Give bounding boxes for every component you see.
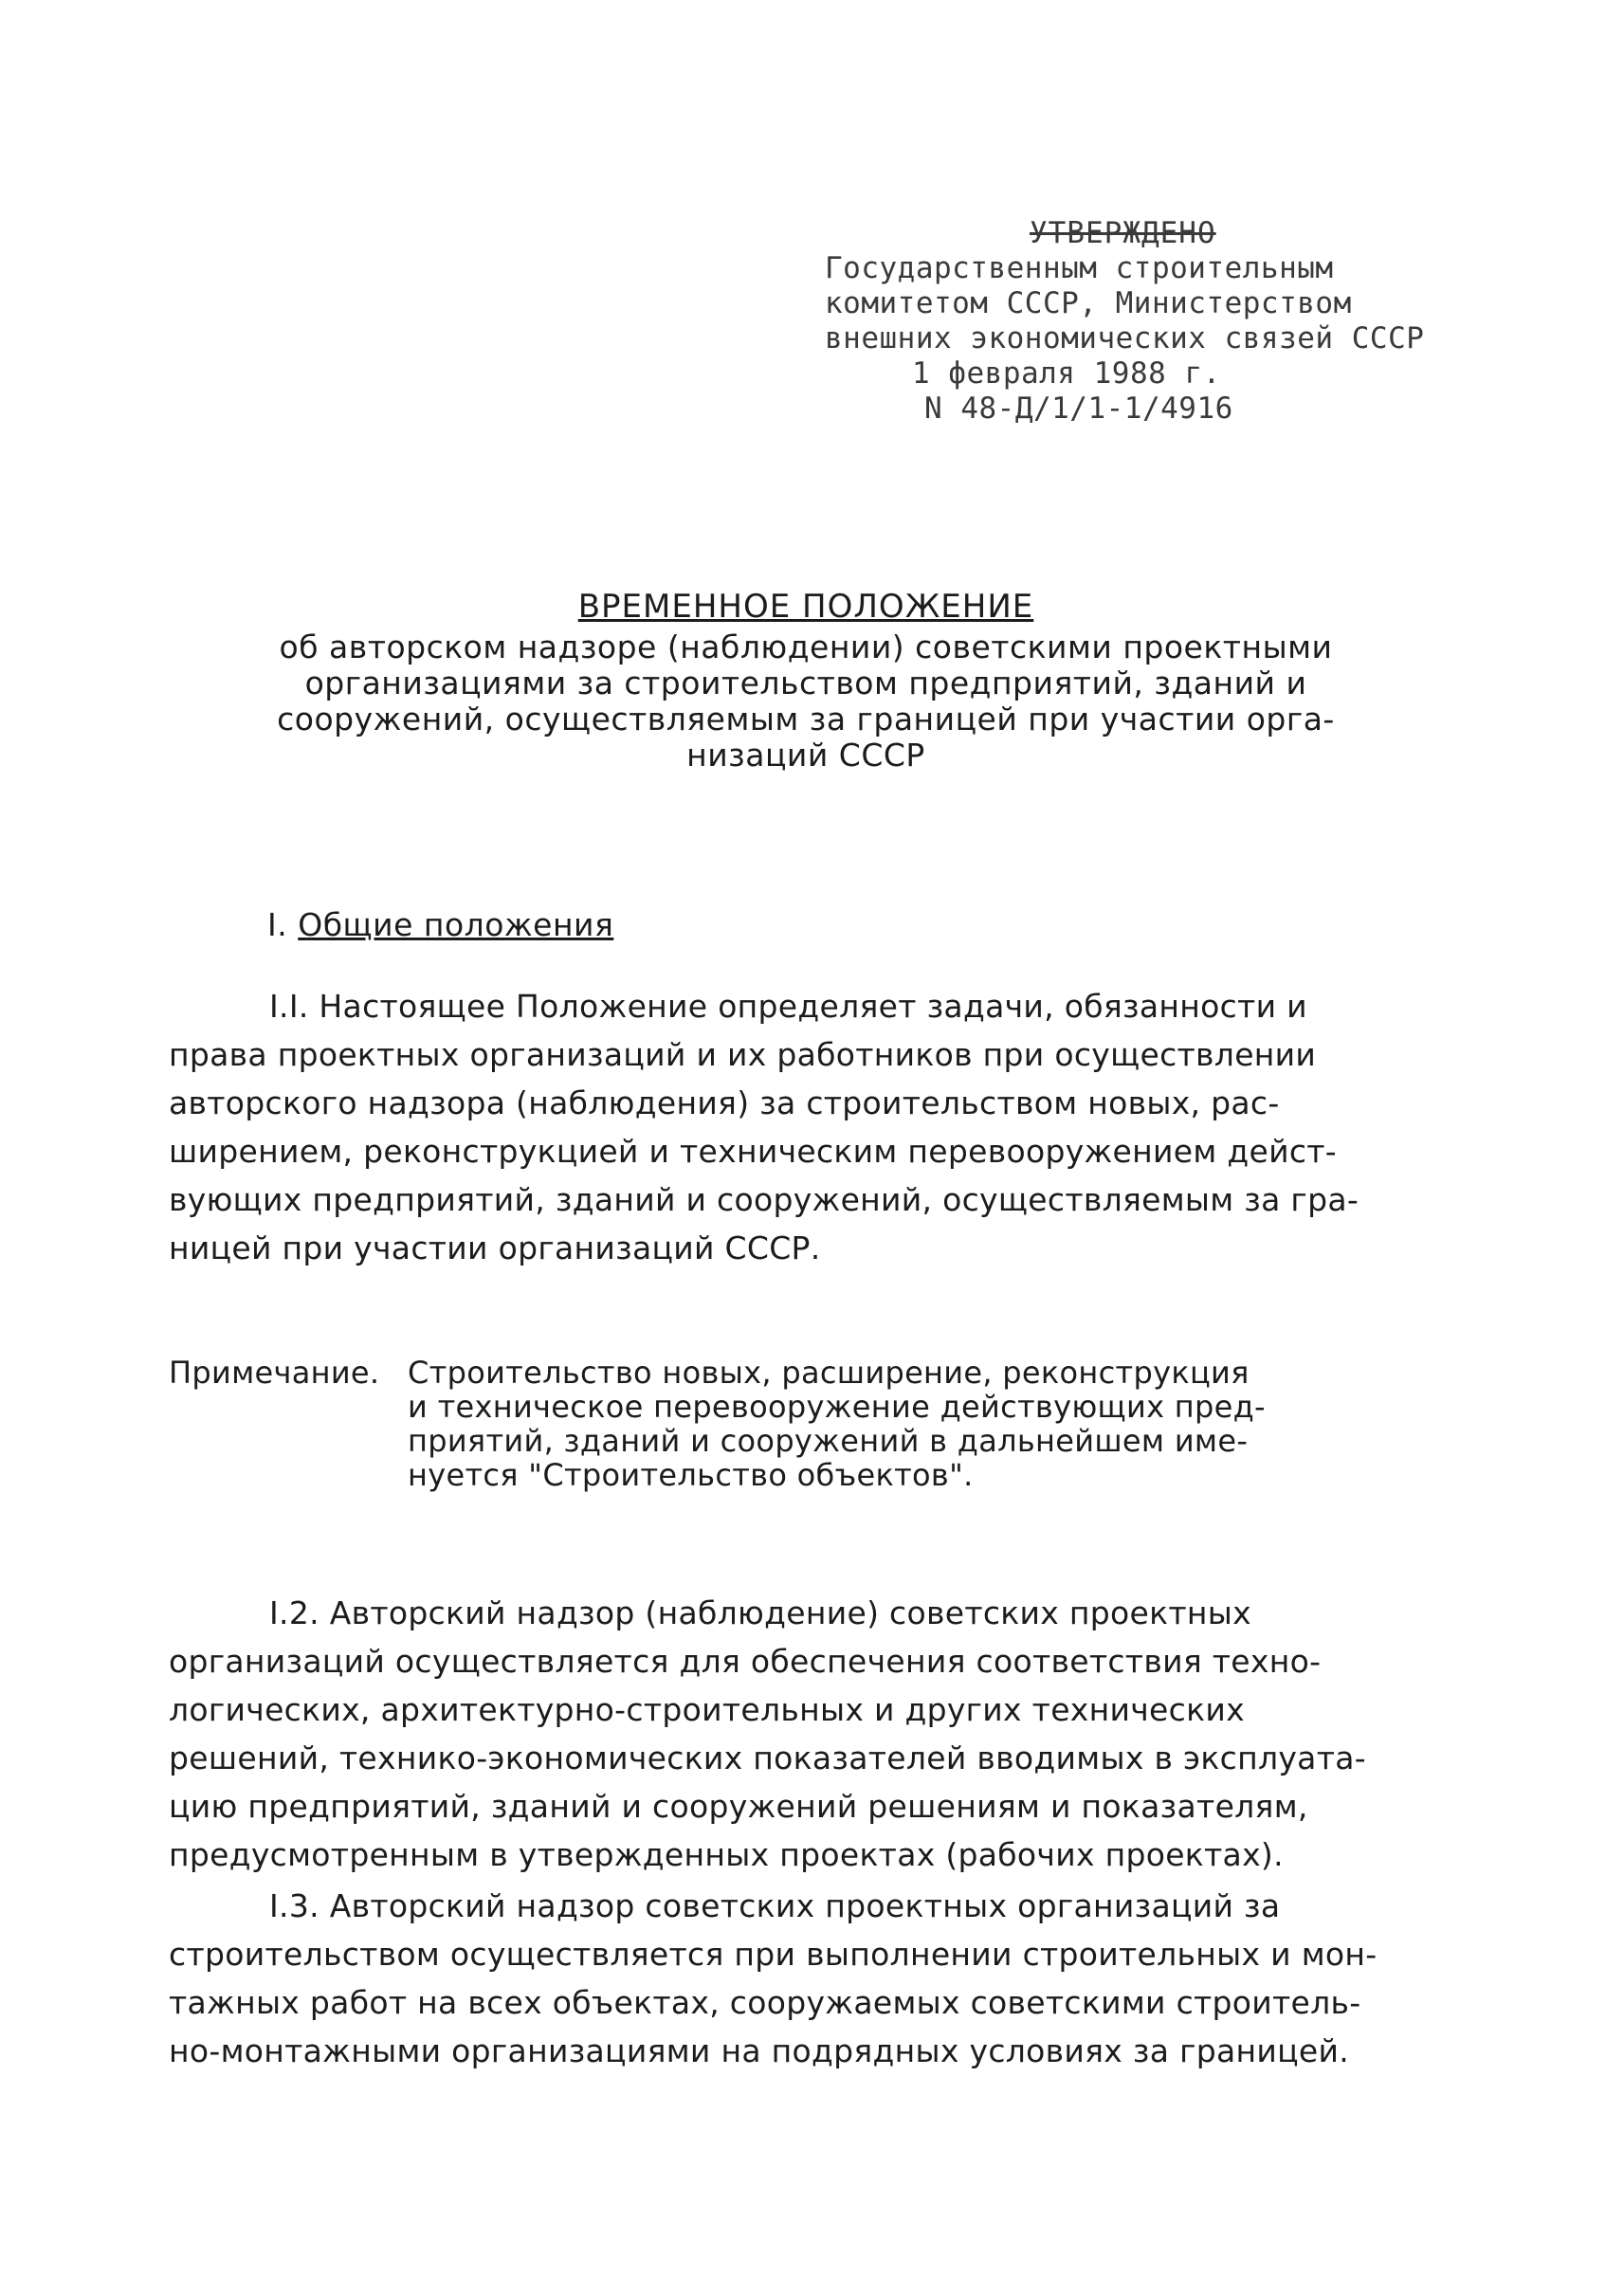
section-title: Общие положения: [298, 906, 614, 943]
paragraph-line: решений, технико-экономических показателей вводимых в эксплуата-: [169, 1739, 1366, 1776]
section-heading: [267, 906, 613, 944]
paragraph-line: ширением, реконструкцией и техническим перевооружением дейст-: [169, 1133, 1337, 1170]
paragraph-line: права проектных организаций и их работников при осуществлении: [169, 1036, 1317, 1073]
approval-line: Государственным строительным: [825, 251, 1334, 285]
note-line: и техническое перевооружение действующих пред-: [408, 1389, 1266, 1425]
document-subtitle-line: сооружений, осуществляемым за границей при участии орга-: [277, 701, 1335, 738]
approval-stamp: [825, 216, 1507, 427]
note-line: Строительство новых, расширение, реконструкция: [408, 1355, 1250, 1391]
approval-date: 1 февраля 1988 г.: [912, 356, 1221, 391]
document-subtitle-line: организациями за строительством предприятий, зданий и: [304, 665, 1307, 701]
section-number: I.: [267, 906, 288, 943]
note-line: нуется "Строительство объектов".: [408, 1457, 974, 1493]
paragraph-line: I.I. Настоящее Положение определяет задачи, обязанности и: [269, 988, 1307, 1025]
paragraph-line: I.3. Авторский надзор советских проектных организаций за: [269, 1887, 1281, 1924]
paragraph-line: вующих предприятий, зданий и сооружений, осуществляемым за гра-: [169, 1181, 1359, 1218]
document-subtitle-line: об авторском надзоре (наблюдении) советскими проектными: [279, 628, 1333, 665]
approval-line: комитетом СССР, Министерством: [825, 286, 1352, 320]
approval-title: УТВЕРЖДЕНО: [1030, 216, 1216, 250]
paragraph-line: цию предприятий, зданий и сооружений решениям и показателям,: [169, 1788, 1308, 1825]
note-line: приятий, зданий и сооружений в дальнейшем име-: [408, 1423, 1249, 1459]
paragraph-line: но-монтажными организациями на подрядных условиях за границей.: [169, 2032, 1349, 2069]
approval-line: внешних экономических связей СССР: [825, 321, 1425, 355]
paragraph-1-3: [169, 1882, 1496, 2075]
paragraph-line: ницей при участии организаций СССР.: [169, 1229, 821, 1266]
paragraph-line: предусмотренным в утвержденных проектах (рабочих проектах).: [169, 1836, 1284, 1873]
document-subtitle-line: низаций СССР: [686, 737, 925, 774]
paragraph-line: авторского надзора (наблюдения) за строительством новых, рас-: [169, 1084, 1280, 1121]
paragraph-line: логических, архитектурно-строительных и других технических: [169, 1691, 1245, 1728]
paragraph-line: тажных работ на всех объектах, сооружаемых советскими строитель-: [169, 1984, 1361, 2021]
paragraph-line: строительством осуществляется при выполнении строительных и мон-: [169, 1936, 1378, 1973]
approval-number: N 48-Д/1/1-1/4916: [924, 392, 1233, 426]
paragraph-line: I.2. Авторский надзор (наблюдение) советских проектных: [269, 1594, 1251, 1631]
note-body: [408, 1356, 1498, 1492]
paragraph-1-2: [169, 1589, 1496, 1879]
document-title: ВРЕМЕННОЕ ПОЛОЖЕНИЕ: [577, 588, 1034, 626]
paragraph-1-1: [169, 982, 1496, 1272]
paragraph-line: организаций осуществляется для обеспечения соответствия техно-: [169, 1643, 1322, 1680]
document-title-block: [190, 586, 1422, 774]
note-label: Примечание.: [169, 1355, 380, 1391]
